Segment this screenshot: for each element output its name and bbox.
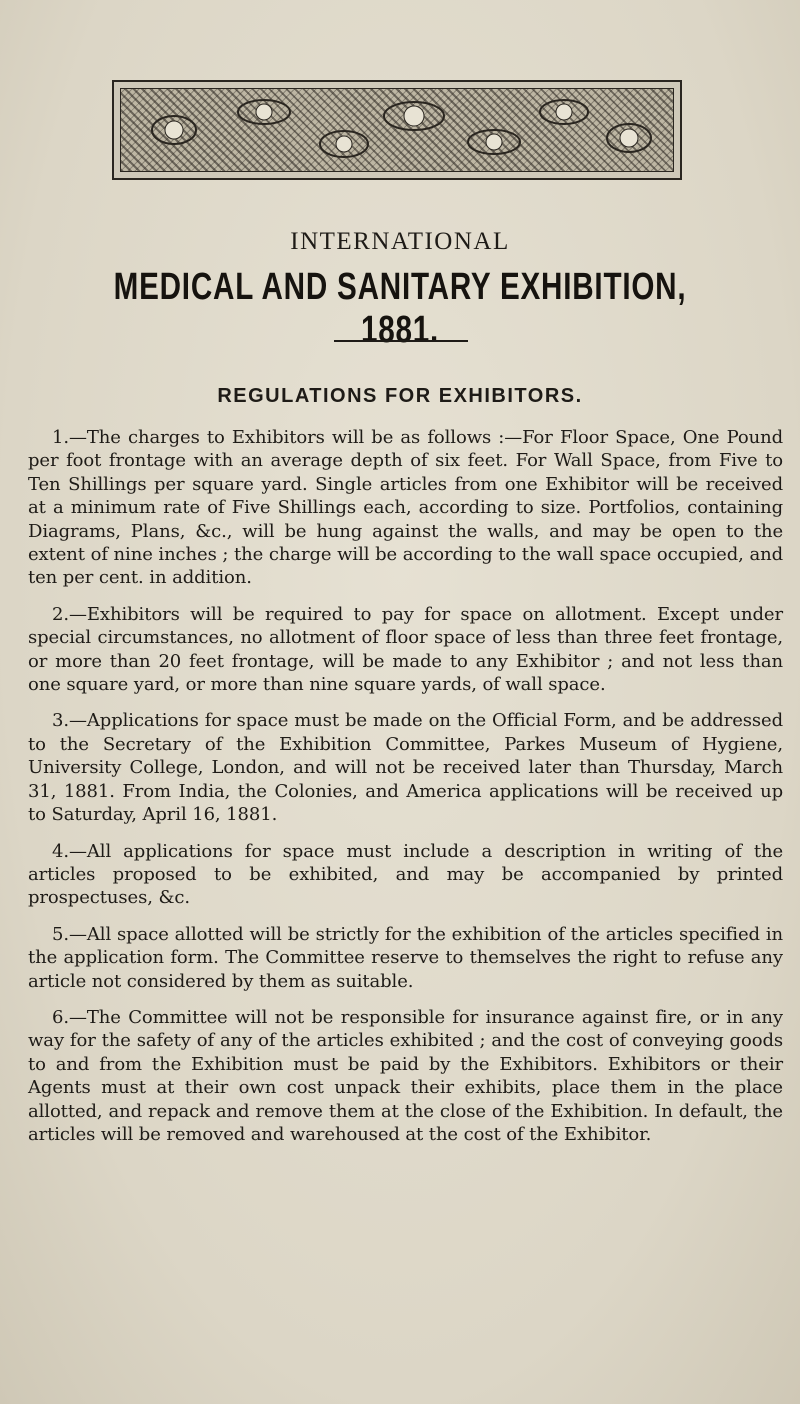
- section-heading: REGULATIONS FOR EXHIBITORS.: [217, 385, 583, 407]
- title-line-1: INTERNATIONAL: [290, 228, 510, 255]
- regulation-paragraph: [28, 1006, 783, 1146]
- regulation-number: 2.: [52, 603, 69, 625]
- regulation-paragraph: [28, 709, 783, 826]
- regulation-number: 5.: [52, 923, 69, 945]
- regulation-number: 4.: [52, 840, 69, 862]
- regulation-number: 1.: [52, 427, 69, 448]
- regulation-paragraph: [28, 426, 783, 590]
- regulation-text: —All space allotted will be strictly for the exhibition of the articles specified in the application form. The Committee reserve to themselves the right to refuse any article not considered by them as suitable.: [28, 923, 783, 992]
- regulations-body: [28, 426, 783, 1159]
- ornamental-banner: [112, 80, 682, 180]
- divider-rule: [334, 340, 468, 342]
- regulation-text: —The Committee will not be responsible for insurance against fire, or in any way for the safety of any of the articles exhibited ; and the cost of conveying goods to and from the Exhibition must be paid by the Exhibitors. Exhibitors or their Agents must at their own cost unpack their exhibits, place them in the place allotted, and repack and remove them at the close of the Exhibition. In default, the articles will be removed and warehoused at the cost of the Exhibitor.: [28, 1006, 783, 1145]
- regulation-text: —Applications for space must be made on the Official Form, and be addressed to the Secretary of the Exhibition Committee, Parkes Museum of Hygiene, University College, London, and will not be received later than Thursday, March 31, 1881. From India, the Colonies, and America applications will be received up to Saturday, April 16, 1881.: [28, 710, 783, 826]
- regulation-paragraph: [28, 840, 783, 910]
- title-line-2: MEDICAL AND SANITARY EXHIBITION, 1881.: [113, 266, 687, 351]
- regulation-text: —The charges to Exhibitors will be as follows :—For Floor Space, One Pound per foot frontage with an average depth of six feet. For Wall Space, from Five to Ten Shillings per square yard. Single articles from one Exhibitor will be received at a minimum rate of Five Shillings each, according to size. Portfolios, containing Diagrams, Plans, &c., will be hung against the walls, and may be open to the extent of nine inches ; the charge will be according to the wall space occupied, and ten per cent. in addition.: [28, 427, 783, 589]
- regulation-paragraph: [28, 923, 783, 993]
- regulation-number: 3.: [52, 710, 69, 732]
- regulation-text: —Exhibitors will be required to pay for space on allotment. Except under special circumstances, no allotment of floor space of less than three feet frontage, or more than 20 feet frontage, will be made to any Exhibitor ; and not less than one square yard, or more than nine square yards, of wall space.: [28, 603, 783, 696]
- regulation-text: —All applications for space must include a description in writing of the articles proposed to be exhibited, and may be accompanied by printed prospectuses, &c.: [28, 840, 783, 909]
- banner-ornament-svg: [114, 82, 680, 178]
- regulation-number: 6.: [52, 1006, 69, 1028]
- regulation-paragraph: [28, 603, 783, 697]
